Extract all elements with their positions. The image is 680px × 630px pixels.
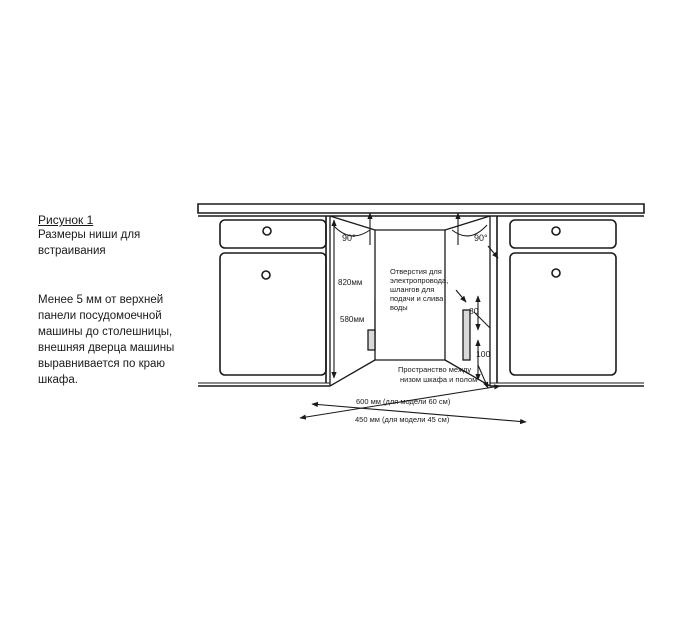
height-820-label: 820мм [338, 278, 363, 287]
left-door [220, 253, 326, 375]
figure-subtitle: Размеры ниши для встраивания [38, 229, 141, 257]
holes-label: Отверстия для электропровода, шлангов для подачи и слива воды [390, 267, 449, 312]
countertop-front [198, 204, 644, 213]
width-600-label: 600 мм (для модели 60 см) [356, 397, 451, 406]
width-450-label: 450 мм (для модели 45 см) [355, 415, 450, 424]
left-side-panel [368, 330, 375, 350]
installation-note: Менее 5 мм от верхней панели посудомоечной машины до столешницы, внешняя дверца машины выравнивается по краю шкафа. [38, 294, 175, 386]
dim-100-label: 100 [476, 349, 491, 359]
figure-title: Рисунок 1 [38, 213, 94, 227]
left-drawer [220, 220, 326, 248]
height-580-label: 580мм [340, 315, 365, 324]
angle-left-label: 90° [342, 233, 356, 243]
right-cabinet [497, 216, 616, 383]
dim-80-label: 80 [469, 306, 479, 316]
space-pointer [478, 365, 488, 388]
angle-right-label: 90° [474, 233, 488, 243]
left-cabinet [220, 216, 326, 383]
floor-space-label: Пространство между низом шкафа и полом [398, 365, 478, 384]
right-drawer [510, 220, 616, 248]
right-side-panel [463, 310, 470, 360]
holes-pointer [456, 290, 466, 302]
right-door [510, 253, 616, 375]
